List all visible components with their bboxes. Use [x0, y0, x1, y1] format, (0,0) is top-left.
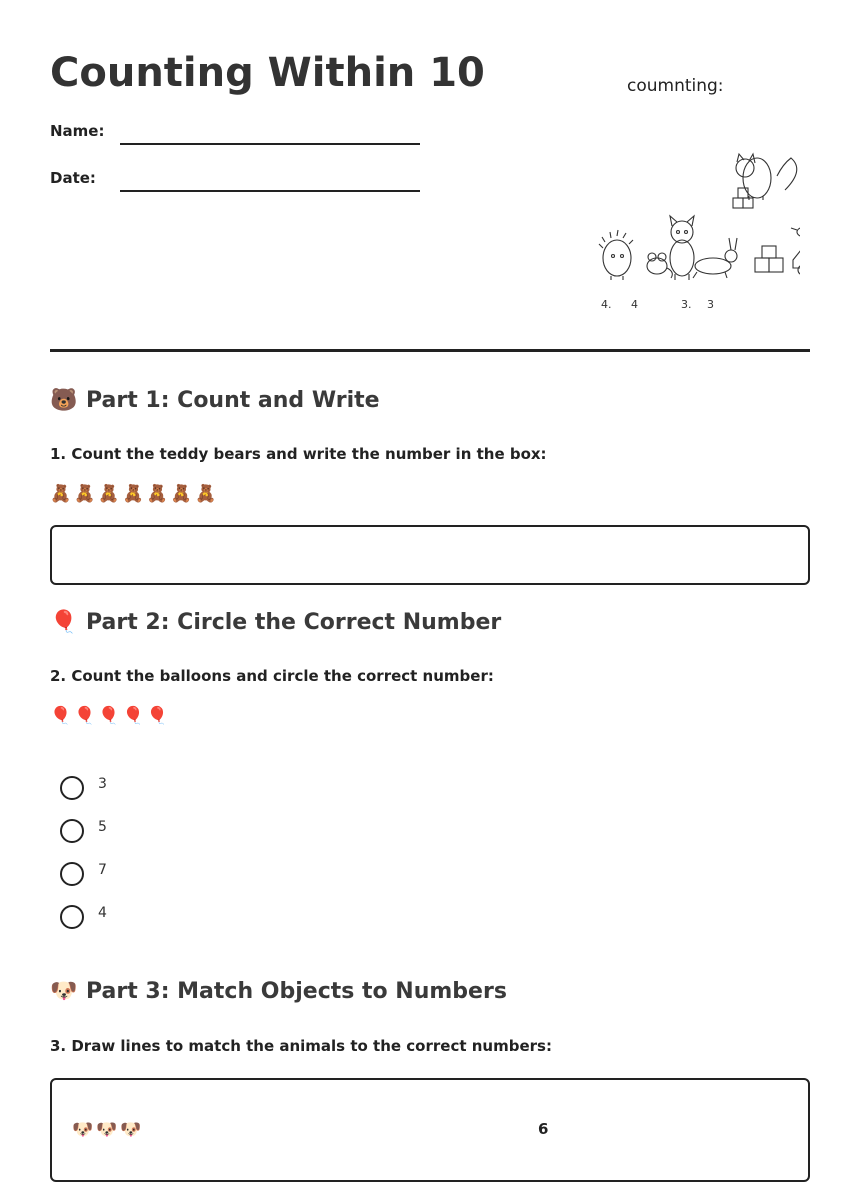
match-number[interactable]: 6 — [538, 1120, 549, 1138]
dog-icon: 🐶 — [50, 979, 78, 1004]
question-3: 3. Draw lines to match the animals to the correct numbers: — [50, 1037, 552, 1055]
question-2: 2. Count the balloons and circle the correct number: — [50, 667, 494, 685]
matching-box — [50, 1078, 810, 1182]
animals-drawing — [545, 70, 800, 320]
balloon-icon: 🎈 — [50, 610, 78, 635]
name-field[interactable] — [120, 143, 420, 145]
radio-circle[interactable] — [60, 905, 84, 929]
mouse-drawing — [647, 253, 672, 278]
date-field[interactable] — [120, 190, 420, 192]
question-1: 1. Count the teddy bears and write the number in the box: — [50, 445, 547, 463]
bear-icon: 🐻 — [50, 388, 78, 413]
car-drawing — [793, 250, 800, 275]
illustration-number: 3 — [707, 298, 714, 311]
illustration-number: 4 — [631, 298, 638, 311]
part1-title: Part 1: Count and Write — [86, 388, 380, 413]
option-label: 5 — [98, 819, 107, 835]
name-label: Name: — [50, 122, 105, 140]
answer-box-1[interactable] — [50, 525, 810, 585]
part3-title: Part 3: Match Objects to Numbers — [86, 979, 507, 1004]
option-label: 4 — [98, 905, 107, 921]
option-label: 3 — [98, 776, 107, 792]
bird-drawing — [791, 227, 800, 242]
page-title: Counting Within 10 — [50, 50, 485, 96]
illustration-number: 3. — [681, 298, 692, 311]
balloon-icons: 🎈🎈🎈🎈🎈 — [50, 706, 171, 726]
radio-circle[interactable] — [60, 776, 84, 800]
part1-heading — [50, 388, 380, 413]
illustration-caption: coumnting: — [627, 76, 724, 96]
blocks-drawing-bottom — [755, 246, 783, 272]
blocks-drawing-top — [733, 188, 753, 208]
part3-heading — [50, 979, 507, 1004]
option-label: 7 — [98, 862, 107, 878]
hedgehog-drawing — [599, 230, 633, 280]
counting-illustration — [545, 70, 800, 320]
rabbit-drawing — [693, 238, 737, 278]
radio-circle[interactable] — [60, 862, 84, 886]
teddy-bear-icons: 🧸🧸🧸🧸🧸🧸🧸 — [50, 484, 220, 504]
illustration-number: 4. — [601, 298, 612, 311]
dog-icons[interactable]: 🐶🐶🐶 — [72, 1120, 145, 1140]
part2-title: Part 2: Circle the Correct Number — [86, 610, 502, 635]
date-label: Date: — [50, 169, 96, 187]
fox-drawing — [736, 154, 797, 200]
part2-heading — [50, 610, 501, 635]
header-divider — [50, 349, 810, 352]
cat-drawing — [670, 216, 694, 280]
radio-circle[interactable] — [60, 819, 84, 843]
